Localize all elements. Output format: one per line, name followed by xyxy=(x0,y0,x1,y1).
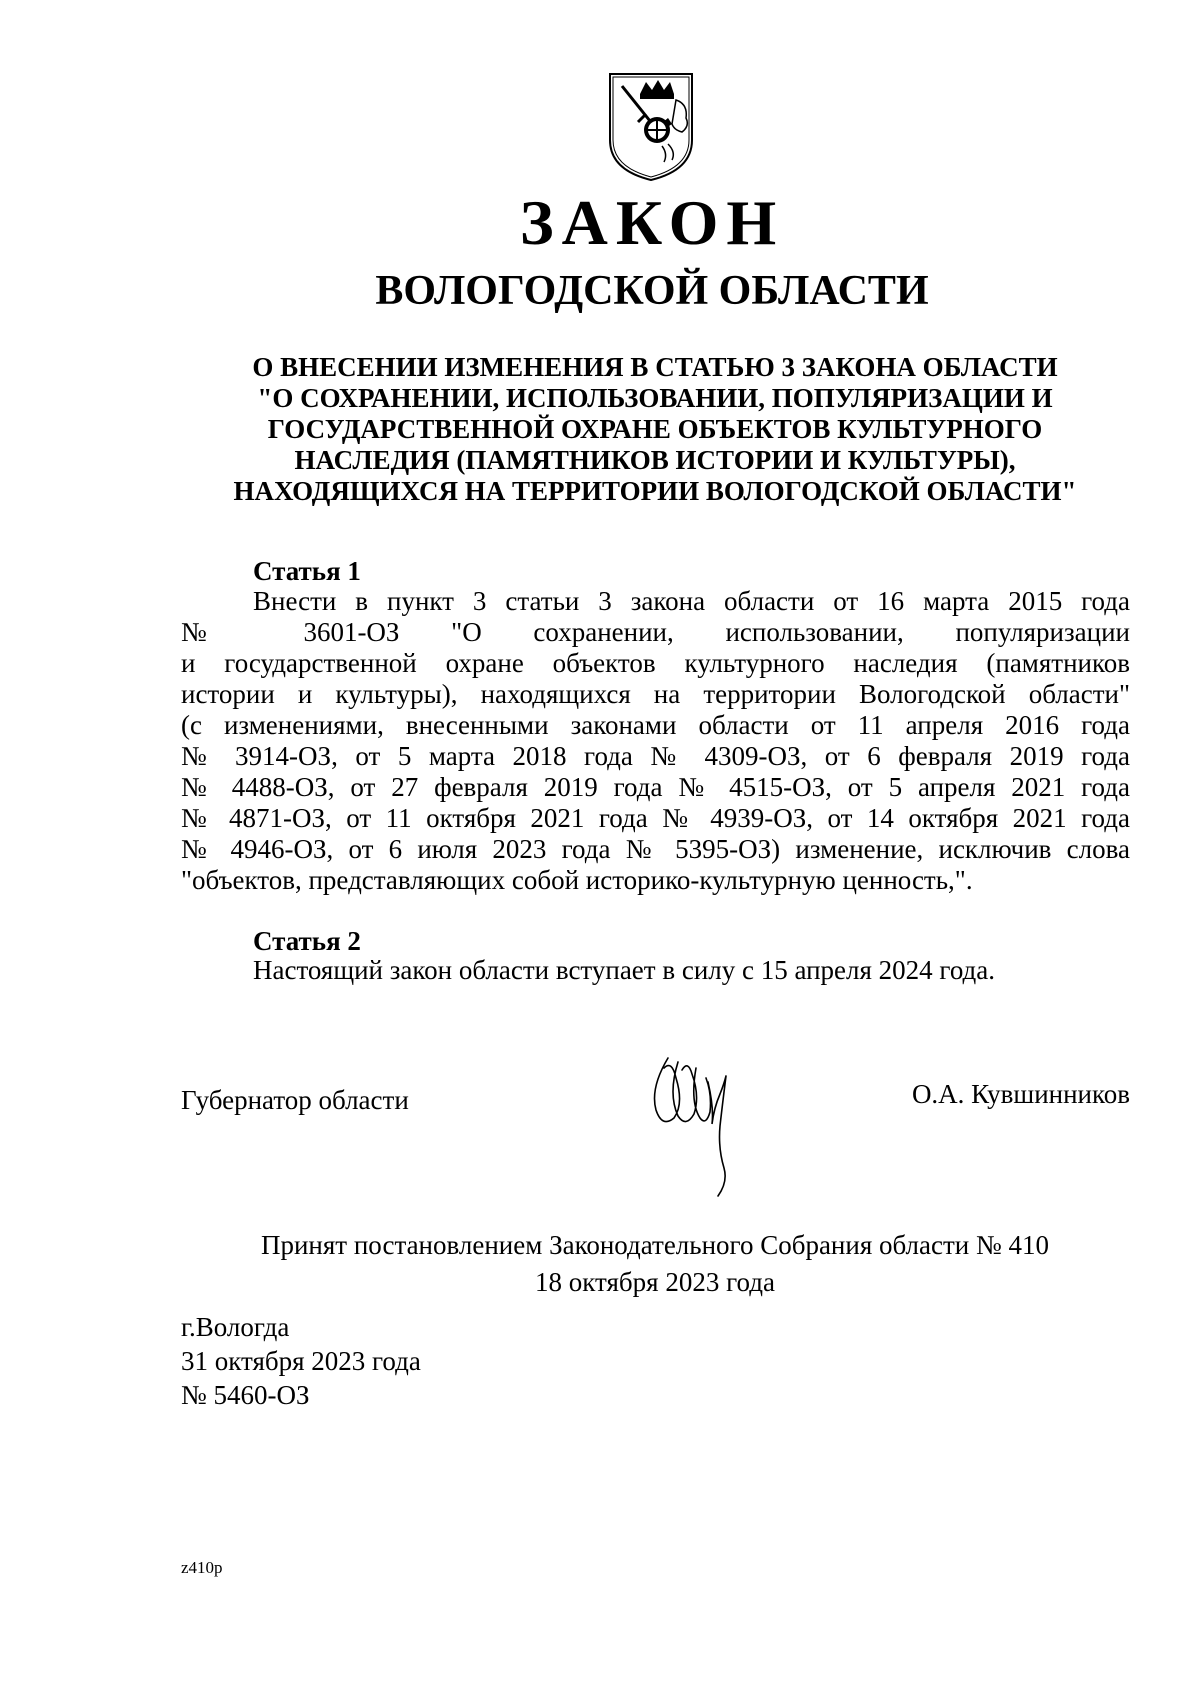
article-line: № 4488-ОЗ, от 27 февраля 2019 года № 4515-ОЗ, от 5 апреля 2021 года xyxy=(181,772,1130,802)
article-line: Внести в пункт 3 статьи 3 закона области от 16 марта 2015 года xyxy=(253,586,1130,616)
article-line: (с изменениями, внесенными законами области от 11 апреля 2016 года xyxy=(181,710,1130,740)
signing-date: 31 октября 2023 года xyxy=(181,1346,421,1376)
article-2-heading: Статья 2 xyxy=(253,926,361,956)
city: г.Вологда xyxy=(181,1312,290,1342)
article-1-heading: Статья 1 xyxy=(253,556,361,586)
title-line: ГОСУДАРСТВЕННОЙ ОХРАНЕ ОБЪЕКТОВ КУЛЬТУРНОГО xyxy=(267,414,1043,444)
article-2-text: Настоящий закон области вступает в силу с 15 апреля 2024 года. xyxy=(253,955,996,985)
law-title: ЗАКОН xyxy=(519,187,785,258)
title-line: НАСЛЕДИЯ (ПАМЯТНИКОВ ИСТОРИИ И КУЛЬТУРЫ), xyxy=(294,445,1016,475)
signatory-name: О.А. Кувшинников xyxy=(911,1079,1130,1109)
article-line: и государственной охране объектов культурного наследия (памятников xyxy=(181,648,1130,678)
signatory-role: Губернатор области xyxy=(181,1085,409,1115)
adoption-line: Принят постановлением Законодательного Собрания области № 410 xyxy=(260,1230,1050,1260)
article-line: № 4946-ОЗ, от 6 июля 2023 года № 5395-ОЗ) изменение, исключив слова xyxy=(181,834,1130,864)
title-line: НАХОДЯЩИХСЯ НА ТЕРРИТОРИИ ВОЛОГОДСКОЙ ОБЛАСТИ" xyxy=(233,476,1077,506)
law-subject-title xyxy=(190,352,1120,507)
document-id: z410p xyxy=(181,1558,223,1577)
title-line: "О СОХРАНЕНИИ, ИСПОЛЬЗОВАНИИ, ПОПУЛЯРИЗАЦИИ И xyxy=(257,383,1053,413)
title-line: О ВНЕСЕНИИ ИЗМЕНЕНИЯ В СТАТЬЮ 3 ЗАКОНА ОБЛАСТИ xyxy=(252,352,1058,382)
law-number: № 5460-ОЗ xyxy=(181,1380,310,1410)
region-title: ВОЛОГОДСКОЙ ОБЛАСТИ xyxy=(375,268,929,314)
adoption-date: 18 октября 2023 года xyxy=(535,1267,775,1297)
article-line: № 3601-ОЗ "О сохранении, использовании, популяризации xyxy=(181,617,1130,647)
vologda-coat-of-arms-icon xyxy=(602,70,700,182)
article-line: "объектов, представляющих собой историко-культурную ценность,". xyxy=(181,865,973,895)
article-line: истории и культуры), находящихся на территории Вологодской области" xyxy=(181,679,1130,709)
article-line: № 4871-ОЗ, от 11 октября 2021 года № 4939-ОЗ, от 14 октября 2021 года xyxy=(181,803,1130,833)
article-line: № 3914-ОЗ, от 5 марта 2018 года № 4309-ОЗ, от 6 февраля 2019 года xyxy=(181,741,1130,771)
adoption-info xyxy=(190,1227,1120,1301)
handwritten-signature xyxy=(648,1048,748,1198)
article-1-body xyxy=(181,586,1130,896)
place-date-block xyxy=(181,1310,421,1412)
